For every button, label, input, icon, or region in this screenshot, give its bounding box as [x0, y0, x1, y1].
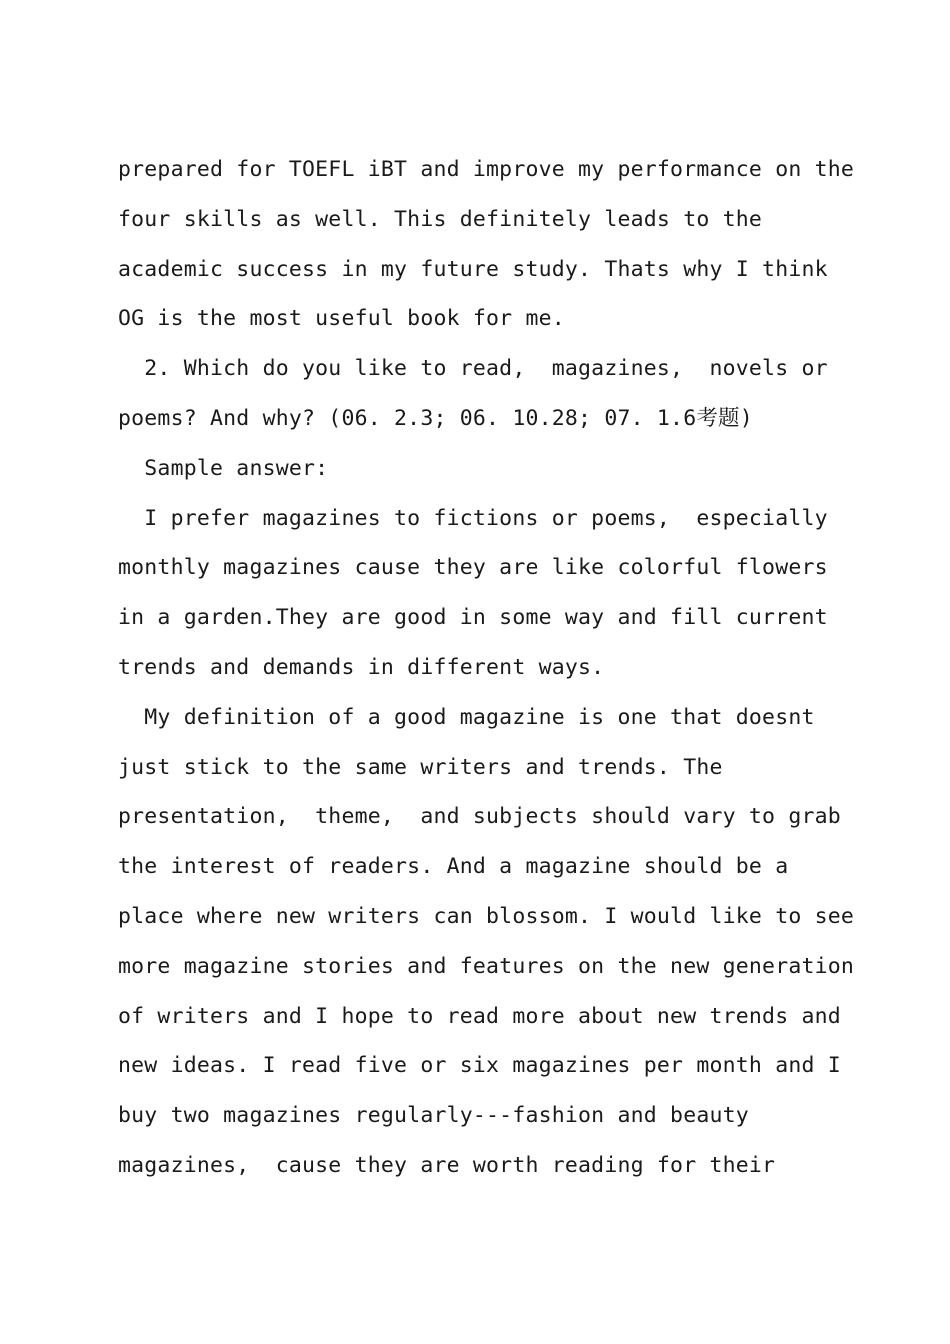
text-line: just stick to the same writers and trends. The: [118, 754, 723, 780]
text-line: academic success in my future study. Thats why I think: [118, 256, 828, 282]
text-line: prepared for TOEFL iBT and improve my performance on the: [118, 157, 855, 182]
text-line: of writers and I hope to read more about new trends and: [118, 1003, 841, 1029]
text-line: OG is the most useful book for me.: [118, 306, 565, 332]
text-line: more magazine stories and features on the new generation: [118, 953, 855, 979]
text-line: presentation, theme, and subjects should vary to grab: [118, 804, 841, 830]
text-line: magazines, cause they are worth reading for their: [118, 1152, 776, 1178]
text-line: trends and demands in different ways.: [118, 654, 605, 680]
sample-answer-label: Sample answer:: [118, 455, 329, 481]
text-line: four skills as well. This definitely leads to the: [118, 206, 763, 232]
text-line: My definition of a good magazine is one that doesnt: [118, 704, 815, 730]
text-line: buy two magazines regularly---fashion and beauty: [118, 1103, 749, 1129]
body-text: [118, 145, 855, 1191]
text-line: place where new writers can blossom. I would like to see: [118, 903, 855, 929]
text-line: monthly magazines cause they are like colorful flowers: [118, 555, 828, 581]
question-heading-cont: poems? And why? (06. 2.3; 06. 10.28; 07. 1.6考题): [118, 405, 753, 431]
text-line: in a garden.They are good in some way and fill current: [118, 605, 828, 631]
text-line: new ideas. I read five or six magazines per month and I: [118, 1053, 841, 1079]
text-line: the interest of readers. And a magazine should be a: [118, 854, 789, 880]
text-line: I prefer magazines to fictions or poems, especially: [118, 505, 828, 531]
question-heading: 2. Which do you like to read, magazines, novels or: [118, 356, 828, 382]
